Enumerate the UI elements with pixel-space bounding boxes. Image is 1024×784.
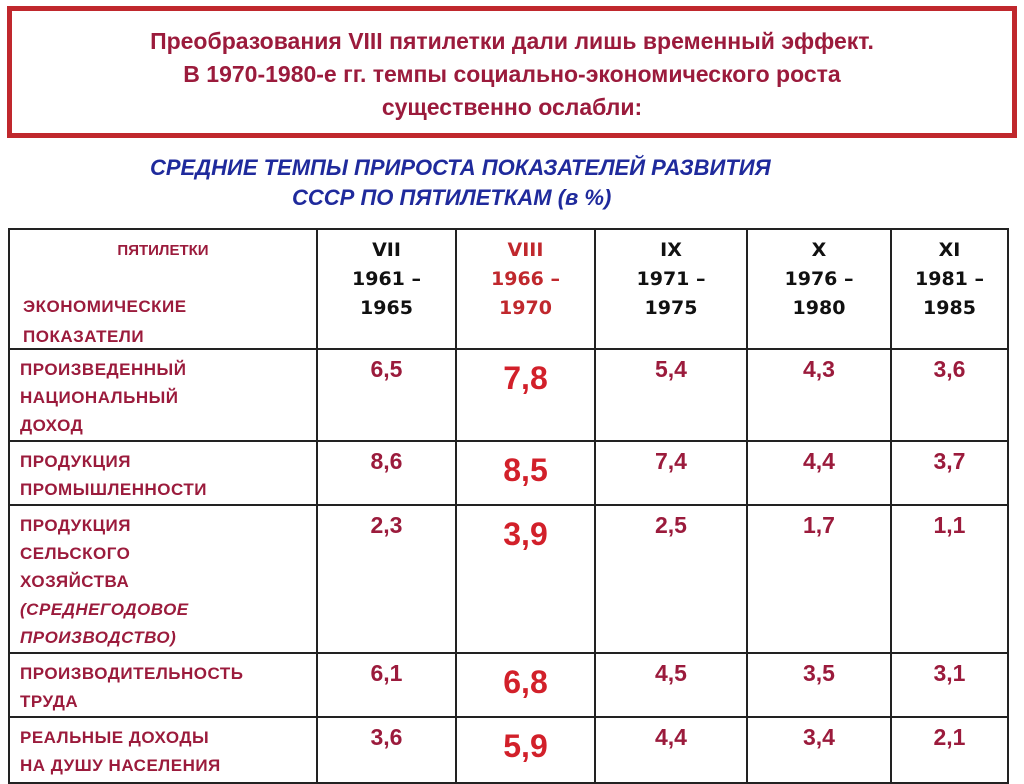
- row-label-line: ПРОМЫШЛЕННОСТИ: [20, 480, 207, 499]
- column-roman: XI: [938, 239, 961, 261]
- value-cell: 4,3: [747, 349, 891, 441]
- row-label-line: СЕЛЬСКОГО: [20, 544, 131, 563]
- value-cell: 4,4: [595, 717, 747, 783]
- row-label-labor-productivity: [9, 653, 317, 717]
- value-cell: 1,1: [891, 505, 1008, 653]
- value-cell: 4,4: [747, 441, 891, 505]
- corner-header-cell: [9, 229, 317, 349]
- header-box: [7, 6, 1017, 138]
- header-line-3: существенно ослабли:: [381, 94, 643, 120]
- table-row-labor-productivity: [9, 653, 1008, 717]
- column-years-start: 1976 –: [784, 268, 854, 290]
- value-cell: 1,7: [747, 505, 891, 653]
- growth-rates-table: [8, 228, 1009, 784]
- corner-label-indicators: [23, 292, 187, 352]
- column-years-start: 1981 –: [915, 268, 984, 290]
- value-cell-highlighted: 7,8: [456, 349, 595, 441]
- column-years-end: 1965: [360, 297, 413, 319]
- value-cell: 3,6: [891, 349, 1008, 441]
- column-roman: VIII: [507, 239, 544, 261]
- value-cell: 3,6: [317, 717, 456, 783]
- table-row-industrial-output: [9, 441, 1008, 505]
- column-roman: X: [811, 239, 827, 261]
- header-line-1: Преобразования VIII пятилетки дали лишь временный эффект.: [150, 28, 874, 54]
- table-title-line-1: СРЕДНИЕ ТЕМПЫ ПРИРОСТА ПОКАЗАТЕЛЕЙ РАЗВИТИЯ: [150, 155, 771, 180]
- row-label-national-income: [9, 349, 317, 441]
- header-line-2: В 1970-1980-е гг. темпы социально-экономического роста: [183, 61, 841, 87]
- table-row-national-income: [9, 349, 1008, 441]
- value-cell: 5,4: [595, 349, 747, 441]
- value-cell-highlighted: 6,8: [456, 653, 595, 717]
- table-header-row: [9, 229, 1008, 349]
- corner-label-indicators-1: ЭКОНОМИЧЕСКИЕ: [23, 297, 187, 316]
- row-label-agricultural-output: [9, 505, 317, 653]
- value-cell: 3,5: [747, 653, 891, 717]
- column-header-xi: [891, 229, 1008, 349]
- column-header-vii: [317, 229, 456, 349]
- column-roman: VII: [372, 239, 401, 261]
- row-label-line: (СРЕДНЕГОДОВОЕ: [20, 600, 189, 619]
- row-label-line: НА ДУШУ НАСЕЛЕНИЯ: [20, 756, 221, 775]
- value-cell: 7,4: [595, 441, 747, 505]
- row-label-real-income: [9, 717, 317, 783]
- row-label-line: РЕАЛЬНЫЕ ДОХОДЫ: [20, 728, 210, 747]
- value-cell: 2,5: [595, 505, 747, 653]
- row-label-line: ПРОИЗВОДСТВО): [20, 628, 177, 647]
- row-label-line: ТРУДА: [20, 692, 79, 711]
- column-years-end: 1970: [499, 297, 552, 319]
- column-header-ix: [595, 229, 747, 349]
- column-years-start: 1961 –: [352, 268, 421, 290]
- value-cell: 2,1: [891, 717, 1008, 783]
- value-cell-highlighted: 8,5: [456, 441, 595, 505]
- row-label-line: ПРОИЗВЕДЕННЫЙ: [20, 360, 187, 379]
- column-years-end: 1980: [792, 297, 846, 319]
- corner-label-indicators-2: ПОКАЗАТЕЛИ: [23, 327, 145, 346]
- table-title-line-2: СССР ПО ПЯТИЛЕТКАМ (в %): [292, 185, 612, 210]
- column-years-end: 1985: [923, 297, 976, 319]
- value-cell: 3,1: [891, 653, 1008, 717]
- value-cell: 6,1: [317, 653, 456, 717]
- value-cell: 8,6: [317, 441, 456, 505]
- value-cell-highlighted: 3,9: [456, 505, 595, 653]
- column-years-end: 1975: [644, 297, 698, 319]
- value-cell: 3,7: [891, 441, 1008, 505]
- header-text: [12, 11, 1012, 124]
- value-cell: 2,3: [317, 505, 456, 653]
- column-header-viii: [456, 229, 595, 349]
- column-years-start: 1966 –: [491, 268, 560, 290]
- row-label-line: ДОХОД: [20, 416, 84, 435]
- column-years-start: 1971 –: [636, 268, 706, 290]
- value-cell: 6,5: [317, 349, 456, 441]
- table-row-agricultural-output: [9, 505, 1008, 653]
- row-label-line: ХОЗЯЙСТВА: [20, 572, 130, 591]
- column-header-x: [747, 229, 891, 349]
- value-cell-highlighted: 5,9: [456, 717, 595, 783]
- row-label-line: ПРОДУКЦИЯ: [20, 452, 131, 471]
- row-label-line: НАЦИОНАЛЬНЫЙ: [20, 388, 179, 407]
- column-roman: IX: [660, 239, 682, 261]
- value-cell: 4,5: [595, 653, 747, 717]
- row-label-industrial-output: [9, 441, 317, 505]
- row-label-line: ПРОИЗВОДИТЕЛЬНОСТЬ: [20, 664, 244, 683]
- table-row-real-income: [9, 717, 1008, 783]
- table-title: [150, 153, 970, 213]
- corner-label-plans: ПЯТИЛЕТКИ: [117, 242, 209, 259]
- value-cell: 3,4: [747, 717, 891, 783]
- row-label-line: ПРОДУКЦИЯ: [20, 516, 131, 535]
